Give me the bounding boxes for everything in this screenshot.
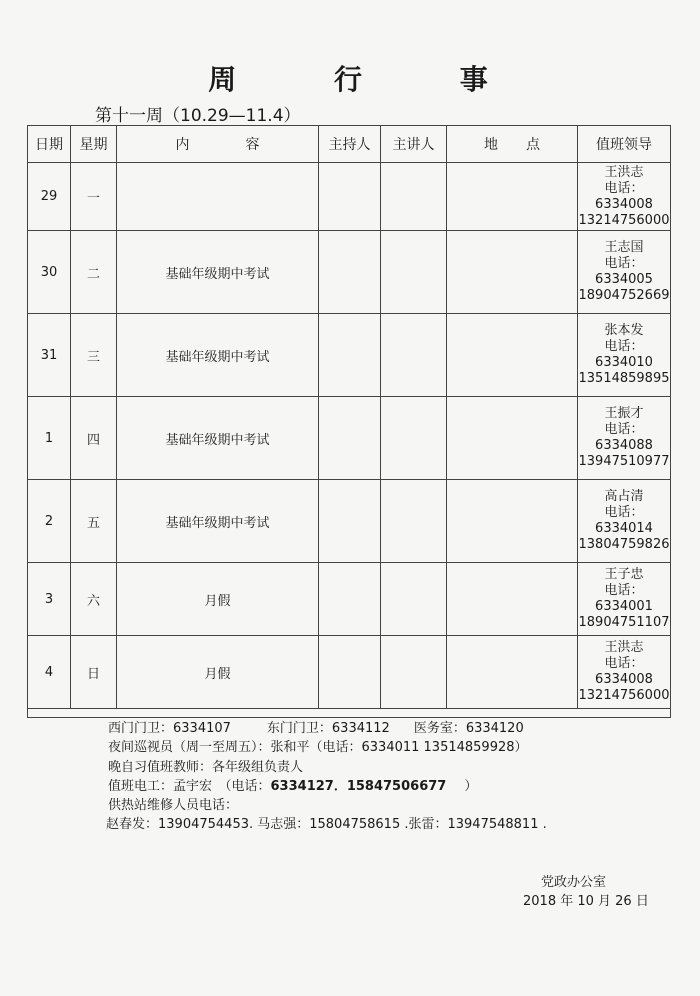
table-row: [28, 397, 671, 480]
header-speaker: 主讲人: [381, 126, 447, 163]
header-duty-leader: 值班领导: [578, 126, 671, 163]
leader-mobile: 13214756000: [578, 688, 670, 703]
cell-duty-leader: [578, 397, 671, 480]
issuing-office: 党政办公室: [541, 875, 607, 890]
cell-duty-leader: [578, 636, 671, 709]
header-content: 内 容: [117, 126, 319, 163]
cell-weekday: 五: [71, 480, 117, 563]
east-gate: 东门门卫：6334112: [266, 721, 390, 736]
schedule-table: [27, 125, 671, 718]
cell-content: 基础年级期中考试: [117, 314, 319, 397]
leader-phone: 电话：6334088: [595, 422, 653, 453]
header-weekday: 星期: [71, 126, 117, 163]
leader-phone: 电话：6334014: [595, 505, 653, 536]
electrician-prefix: 值班电工：孟宇宏 （电话：: [108, 778, 271, 794]
leader-mobile: 13514859895: [578, 371, 670, 386]
west-gate: 西门门卫：6334107: [108, 721, 231, 736]
cell-content: 基础年级期中考试: [117, 480, 319, 563]
heating-title: 供热站维修人员电话：: [108, 798, 239, 814]
table-row: [28, 636, 671, 709]
spacer-cell: [28, 709, 671, 718]
cell-duty-leader: [578, 231, 671, 314]
heating-contacts: 赵春发：13904754453. 马志强：15804758615 .张雷：13947548811 .: [106, 817, 547, 833]
clinic: 医务室：6334120: [413, 721, 524, 736]
cell-host: [319, 163, 381, 231]
leader-phone: 电话：6334008: [595, 180, 653, 212]
cell-place: [447, 231, 578, 314]
cell-duty-leader: [578, 314, 671, 397]
cell-host: [319, 314, 381, 397]
cell-weekday: 一: [71, 163, 117, 231]
leader-mobile: 13804759826: [578, 537, 670, 552]
evening-study: 晚自习值班教师：各年级组负责人: [108, 759, 304, 775]
leader-mobile: 18904751107: [578, 615, 670, 630]
header-place: 地 点: [447, 126, 578, 163]
cell-host: [319, 636, 381, 709]
cell-duty-leader: [578, 163, 671, 231]
cell-content: [117, 163, 319, 231]
table-row: [28, 314, 671, 397]
week-label: 第十一周（10.29—11.4）: [95, 106, 301, 126]
cell-content: 月假: [117, 636, 319, 709]
header-date: 日期: [28, 126, 71, 163]
leader-phone: 电话：6334008: [595, 656, 653, 687]
page-title: 周 行 事: [208, 63, 532, 96]
cell-place: [447, 314, 578, 397]
cell-date: 3: [28, 563, 71, 636]
cell-speaker: [381, 636, 447, 709]
cell-duty-leader: [578, 563, 671, 636]
leader-name: 王志国: [604, 240, 644, 255]
cell-speaker: [381, 314, 447, 397]
cell-speaker: [381, 480, 447, 563]
table-spacer-row: [28, 709, 671, 718]
cell-place: [447, 397, 578, 480]
cell-weekday: 日: [71, 636, 117, 709]
leader-name: 高占清: [604, 489, 644, 504]
table-row: [28, 563, 671, 636]
cell-host: [319, 480, 381, 563]
leader-mobile: 18904752669: [578, 288, 670, 303]
leader-name: 王洪志: [604, 164, 644, 180]
cell-place: [447, 563, 578, 636]
table-row: [28, 163, 671, 231]
leader-phone: 电话：6334005: [595, 256, 653, 287]
cell-speaker: [381, 563, 447, 636]
cell-place: [447, 480, 578, 563]
cell-date: 31: [28, 314, 71, 397]
cell-speaker: [381, 163, 447, 231]
electrician-suffix: ）: [464, 778, 478, 794]
cell-host: [319, 231, 381, 314]
cell-date: 30: [28, 231, 71, 314]
cell-content: 基础年级期中考试: [117, 397, 319, 480]
cell-speaker: [381, 397, 447, 480]
cell-duty-leader: [578, 480, 671, 563]
leader-name: 王子忠: [604, 567, 644, 582]
table-row: [28, 480, 671, 563]
cell-host: [319, 397, 381, 480]
cell-speaker: [381, 231, 447, 314]
cell-date: 4: [28, 636, 71, 709]
leader-mobile: 13947510977: [578, 454, 670, 469]
cell-date: 29: [28, 163, 71, 231]
contact-footer: [108, 719, 678, 835]
cell-content: 基础年级期中考试: [117, 231, 319, 314]
cell-host: [319, 563, 381, 636]
electrician-phones: 6334127．15847506677: [270, 778, 447, 794]
leader-phone: 电话：6334001: [595, 583, 653, 614]
cell-weekday: 三: [71, 314, 117, 397]
issue-date: 2018 年 10 月 26 日: [523, 894, 649, 909]
cell-weekday: 二: [71, 231, 117, 314]
table-header-row: [28, 126, 671, 163]
header-host: 主持人: [319, 126, 381, 163]
gate-contacts-row: [108, 719, 678, 738]
electrician-row: [108, 777, 678, 796]
leader-name: 张本发: [604, 323, 644, 338]
cell-date: 2: [28, 480, 71, 563]
cell-place: [447, 636, 578, 709]
cell-content: 月假: [117, 563, 319, 636]
night-patrol: 夜间巡视员（周一至周五）：张和平（电话：6334011 13514859928）: [108, 740, 528, 756]
table-row: [28, 231, 671, 314]
leader-phone: 电话：6334010: [595, 339, 653, 370]
cell-weekday: 四: [71, 397, 117, 480]
cell-weekday: 六: [71, 563, 117, 636]
leader-mobile: 13214756000: [578, 212, 670, 228]
leader-name: 王洪志: [604, 640, 644, 655]
leader-name: 王振才: [604, 406, 644, 421]
cell-place: [447, 163, 578, 231]
cell-date: 1: [28, 397, 71, 480]
